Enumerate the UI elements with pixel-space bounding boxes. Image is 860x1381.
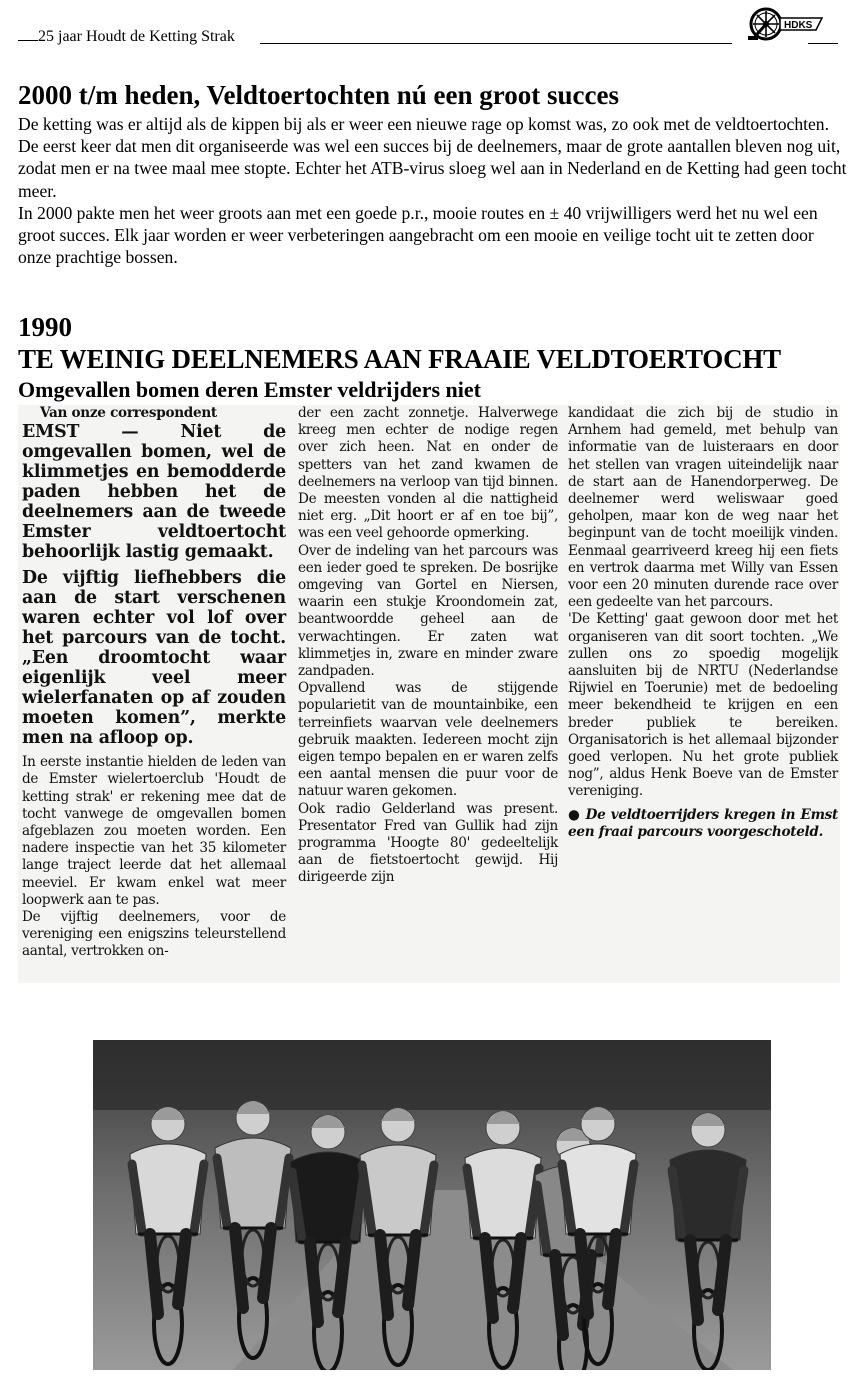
article-lede-1: EMST — Niet de omgevallen bomen, wel de klimmetjes en bemodderde paden hebben het de deelnemers aan de tweede Emster veldtoertocht behoorlijk lastig gemaakt. xyxy=(22,422,286,563)
logo-text: HDKS xyxy=(784,20,813,31)
article-column-3 xyxy=(568,405,838,841)
article-paragraph: De vijftig deelnemers, voor de vereniging een enigszins teleurstellend aantal, vertrokken on- xyxy=(22,909,286,960)
header-rule-end xyxy=(808,43,838,44)
intro-text xyxy=(18,113,848,268)
intro-paragraph-2: In 2000 pakte men het weer groots aan met een goede p.r., mooie routes en ± 40 vrijwilligers werd het nu wel een groot succes. Elk jaar worden er weer verbeteringen aangebracht om een mooie en veilige tocht uit te zetten door onze prachtige bossen. xyxy=(18,202,818,268)
running-title: 25 jaar Houdt de Ketting Strak xyxy=(38,28,235,45)
year-heading: 1990 xyxy=(18,312,72,342)
article-paragraph: 'De Ketting' gaat gewoon door met het organiseren van dit soort tochten. „We zullen ons zo spoedig mogelijk aansluiten bij de NRTU (Nederlandse Rijwiel en Toerunie) met de bedoeling meer bekendheid te krijgen en een breder publiek te bereiken. Organisatorich is het allemaal bijzonder goed verlopen. Nu het grote publiek nog”, aldus Henk Boeve van de Emster vereniging. xyxy=(568,611,838,800)
intro-paragraph-1: De ketting was er altijd als de kippen bij als er weer een nieuwe rage op komst was, zo ook met de veldtoertochten. De eerst keer dat men dit organiseerde was wel een succes bij de deelnemers, maar de grote aantallen bleven nog uit, zodat men er na twee maal mee stopte. Echter het ATB-virus sloeg wel aan in Nederland en de Ketting had geen tocht meer. xyxy=(18,114,847,201)
article-paragraph: der een zacht zonnetje. Halverwege kreeg men echter de nodige regen over zich heen. Nat en onder de spetters van het zand kwamen de deelnemers na verloop van tijd binnen. De meesten vonden al die nattigheid niet erg. „Dit hoort er af en toe bij”, was een veel gehoorde opmerking. xyxy=(298,405,558,542)
article-column-2 xyxy=(298,405,558,887)
cyclists-photo xyxy=(93,1040,771,1370)
article-paragraph: Opvallend was de stijgende popularietit van de mountainbike, een terreinfiets waarvan vele deelnemers gebruik maakten. Iedereen mocht zijn eigen tempo bepalen en er waren zelfs een aantal mensen die puur voor de natuur waren gekomen. xyxy=(298,680,558,800)
article-paragraph: Over de indeling van het parcours was een ieder goed te spreken. De bosrijke omgeving van Gortel en Niersen, waarin een stukje Kroondomein zat, beantwoordde geheel aan de verwachtingen. Er zaten wat klimmetjes in, zware en minder zware zandpaden. xyxy=(298,542,558,680)
photo-caption: ● De veldtoerrijders kregen in Emst een fraai parcours voorgeschoteld. xyxy=(568,806,838,840)
page-header xyxy=(18,20,840,48)
hdks-logo xyxy=(736,2,826,46)
article-lede-2: De vijftig liefhebbers die aan de start verschenen waren echter vol lof over het parcours van de tocht. „Een droomtocht waar eigenlijk veel meer wielerfanaten op af zouden moeten komen”, merkte men na afloop op. xyxy=(22,568,286,749)
article-subheadline: Omgevallen bomen deren Emster veldrijders niet xyxy=(18,377,481,402)
article-column-1 xyxy=(22,405,286,961)
header-rule xyxy=(260,43,732,44)
photo-trees xyxy=(93,1040,771,1110)
byline: Van onze correspondent xyxy=(40,405,217,421)
article-paragraph: Ook radio Gelderland was present. Presentator Fred van Gullik had zijn programma 'Hoogte 80' gedeeltelijk aan de fietstoertocht gewijd. Hij dirigeerde zijn xyxy=(298,800,558,886)
article-paragraph: In eerste instantie hielden de leden van de Emster wielertoerclub 'Houdt de ketting strak' er rekening mee dat de tocht vanwege de omgevallen bomen afgeblazen zou moeten worden. Een nadere inspectie van het 35 kilometer lange traject leerde dat het allemaal meeviel. Er kwam enkel wat meer loopwerk aan te pas. xyxy=(22,754,286,908)
article-paragraph: kandidaat die zich bij de studio in Arnhem had gemeld, met behulp van informatie van de luisteraars en door het stellen van vragen uiteindelijk naar de start aan de Hanendorperweg. De deelnemer werd weliswaar goed geholpen, maar kon de weg naar het beginpunt van de tocht moeilijk vinden. Eenmaal gearriveerd kreeg hij een fiets en vertrok daarma met Willy van Essen voor een 20 minuten durende race over een gedeelte van het parcours. xyxy=(568,405,838,611)
section-title: 2000 t/m heden, Veldtoertochten nú een groot succes xyxy=(18,80,619,110)
article-headline: TE WEINIG DEELNEMERS AAN FRAAIE VELDTOERTOCHT xyxy=(18,344,781,374)
newspaper-clipping xyxy=(18,405,840,983)
